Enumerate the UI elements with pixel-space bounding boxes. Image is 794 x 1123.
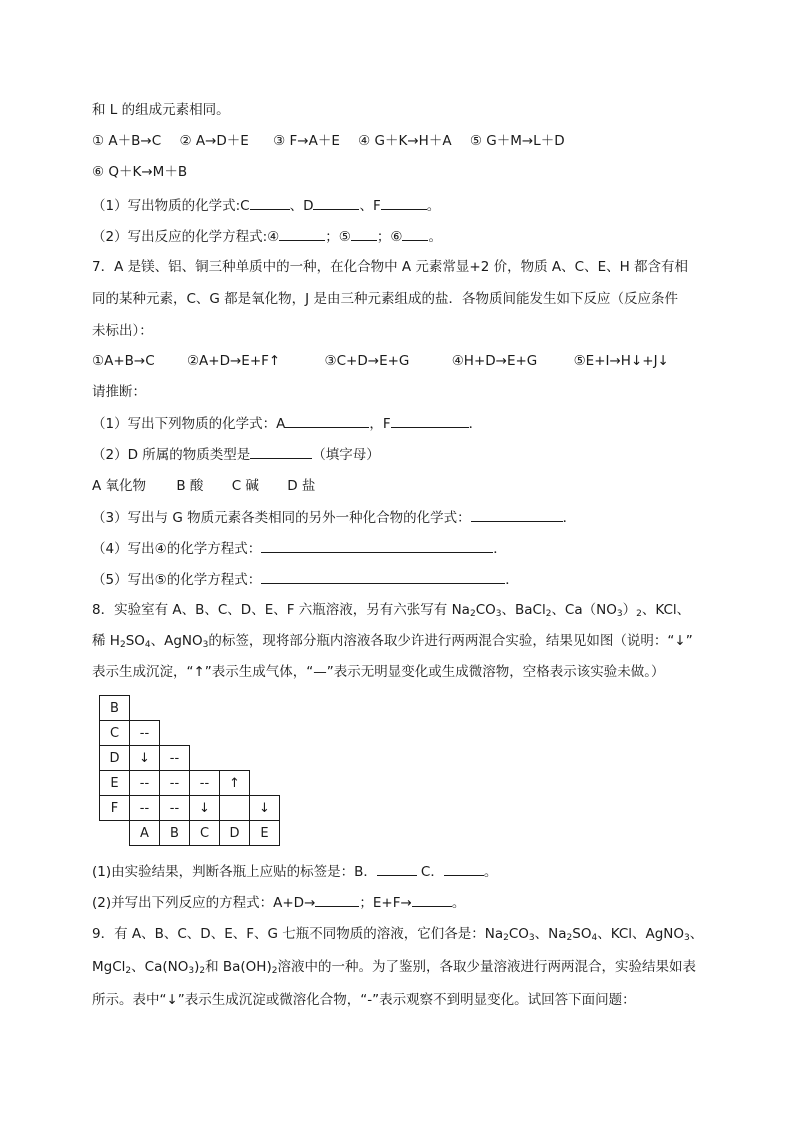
q9-text: 、KCl、AgNO: [597, 926, 685, 942]
row-header-cell: E: [100, 771, 130, 796]
q8-sub1-text: (1)由实验结果，判断各瓶上应贴的标签是：B．: [92, 864, 377, 880]
q7-sub1-text: ．: [468, 416, 483, 432]
result-cell: --: [160, 796, 190, 821]
option-a[interactable]: A 氧化物: [92, 478, 147, 494]
q8-sub2-text: ；E+F→: [359, 895, 412, 911]
subscript: 2: [566, 933, 573, 943]
subscript: 3: [188, 966, 195, 976]
q7-reactions: [92, 352, 669, 370]
q8-stem-line3: 表示生成沉淀，“↑”表示生成气体，“—”表示无明显变化或生成微溶物，空格表示该实验未做。）: [92, 664, 665, 680]
blank-cell: [190, 746, 220, 771]
q8-text: 、BaCl: [501, 602, 546, 618]
result-cell: ↑: [220, 771, 250, 796]
q9-stem-line3: 所示。表中“↓”表示生成沉淀或微溶化合物，“-”表示观察不到明显变化。试回答下面问题：: [92, 992, 636, 1008]
subscript: 3: [495, 609, 502, 619]
q7-reaction-5: ⑤E+I→H↓+J↓: [573, 353, 669, 369]
answer-blank[interactable]: [444, 862, 484, 876]
answer-blank[interactable]: [402, 227, 428, 241]
answer-blank[interactable]: [471, 508, 563, 522]
column-header-cell: D: [220, 821, 250, 846]
q9-text: SO: [572, 926, 592, 942]
subscript: 4: [591, 933, 598, 943]
q6-reaction-4: ④ G＋K→H＋A: [358, 133, 452, 149]
q7-stem-line3: 未标出）：: [92, 323, 153, 339]
q7-reaction-1: ①A+B→C: [92, 353, 155, 369]
q7-sub3-text: （3）写出与 G 物质元素各类相同的另外一种化合物的化学式：: [92, 510, 471, 526]
answer-blank[interactable]: [250, 196, 290, 210]
q7-sub4-text: ．: [493, 541, 507, 557]
q8-sub2-text: (2)并写出下列反应的方程式：A+D→: [92, 895, 316, 911]
result-cell: --: [160, 746, 190, 771]
subscript: 2: [125, 966, 132, 976]
blank-cell: [220, 746, 250, 771]
q6-sub1: [92, 196, 440, 215]
q6-reaction-5: ⑤ G＋M→L＋D: [469, 133, 565, 149]
q9-text: 、Na: [534, 926, 567, 942]
subscript: 3: [684, 933, 690, 943]
q7-reaction-2: ②A+D→E+F↑: [186, 353, 281, 369]
answer-blank[interactable]: [377, 862, 417, 876]
corner-cell: [100, 821, 130, 846]
answer-blank[interactable]: [261, 570, 505, 584]
q6-sub2-text: 。: [428, 229, 442, 245]
row-header-cell: B: [100, 696, 130, 721]
row-header-cell: F: [100, 796, 130, 821]
blank-cell: [160, 696, 190, 721]
result-cell: --: [130, 796, 160, 821]
q7-reaction-4: ④H+D→E+G: [451, 353, 538, 369]
q6-reaction-3: ③ F→A＋E: [273, 133, 340, 149]
q7-sub2-text: （填字母）: [312, 447, 380, 463]
blank-cell: [220, 696, 250, 721]
q6-sub1-text: （1）写出物质的化学式:C: [92, 198, 250, 214]
q8-sub1: [92, 862, 497, 881]
q7-sub5-text: ．: [505, 572, 519, 588]
q8-stem-line2: [92, 632, 693, 650]
option-c[interactable]: C 碱: [231, 478, 259, 494]
q6-reaction-2: ② A→D＋E: [179, 133, 249, 149]
blank-cell: [250, 696, 280, 721]
q8-sub1-text: 。: [483, 864, 498, 880]
q9-text: MgCl: [92, 959, 126, 975]
column-header-cell: C: [190, 821, 220, 846]
q7-stem-line2: 同的某种元素，C、G 都是氧化物，J 是由三种元素组成的盐．各物质间能发生如下反应（反应条件: [92, 291, 678, 307]
q7-sub5: [92, 570, 519, 589]
q8-text: 稀 H: [92, 633, 120, 649]
result-cell: --: [160, 771, 190, 796]
subscript: 3: [202, 640, 209, 650]
q7-sub4: [92, 539, 507, 558]
table-header-row: [100, 821, 280, 846]
q8-sub1-text: C．: [420, 864, 444, 880]
q6-sub1-text: 、D: [289, 198, 314, 214]
q9-text: 9．有 A、B、C、D、E、F、G 七瓶不同物质的溶液，它们各是：Na: [92, 926, 504, 942]
subscript: 2: [469, 609, 476, 619]
q7-sub3: [92, 508, 576, 527]
q9-stem-line2: [92, 958, 696, 976]
q9-text: 溶液中的一种。为了鉴别，各取少量溶液进行两两混合，实验结果如表: [277, 959, 696, 975]
subscript: 4: [144, 640, 151, 650]
q8-text: 、AgNO: [150, 633, 203, 649]
q9-text: 、Ca(NO: [131, 959, 189, 975]
result-cell: --: [130, 721, 160, 746]
q6-context: 和 L 的组成元素相同。: [92, 102, 230, 118]
answer-blank[interactable]: [261, 539, 493, 553]
table-row: [100, 746, 280, 771]
table-row: [100, 771, 280, 796]
q8-text: 的标签，现将部分瓶内溶液各取少许进行两两混合实验，结果见如图（说明：“↓”: [208, 633, 693, 649]
column-header-cell: B: [160, 821, 190, 846]
q7-infer: 请推断：: [92, 384, 146, 400]
answer-blank[interactable]: [250, 445, 312, 459]
subscript: 2: [545, 609, 552, 619]
q6-sub2-text: ；⑤: [325, 229, 351, 245]
result-cell: --: [130, 771, 160, 796]
blank-cell: [160, 721, 190, 746]
table-row: [100, 721, 280, 746]
answer-blank[interactable]: [279, 227, 325, 241]
q7-sub1: [92, 414, 482, 433]
answer-blank[interactable]: [315, 893, 359, 907]
mixing-results-table: [99, 695, 280, 846]
q9-text: CO: [508, 926, 529, 942]
q7-reaction-3: ③C+D→E+G: [324, 353, 410, 369]
result-cell: ↓: [190, 796, 220, 821]
blank-cell: [190, 696, 220, 721]
q9-text: 、: [689, 926, 704, 942]
answer-blank[interactable]: [391, 414, 469, 428]
answer-blank[interactable]: [313, 196, 359, 210]
q9-text: 和 Ba(OH): [205, 959, 272, 975]
blank-cell: [130, 696, 160, 721]
result-cell: ↓: [250, 796, 280, 821]
result-cell: [220, 796, 250, 821]
subscript: 2: [271, 966, 278, 976]
result-cell: --: [190, 771, 220, 796]
blank-cell: [250, 771, 280, 796]
option-b[interactable]: B 酸: [176, 478, 204, 494]
q6-sub2-text: ；⑥: [376, 229, 403, 245]
q7-sub3-text: ．: [562, 510, 577, 526]
blank-cell: [190, 721, 220, 746]
blank-cell: [250, 721, 280, 746]
result-cell: ↓: [130, 746, 160, 771]
q6-reactions: [92, 132, 565, 150]
subscript: 2: [636, 609, 642, 619]
subscript: 3: [528, 933, 535, 943]
q7-sub1-text: ，F: [369, 416, 391, 432]
q7-sub5-text: （5）写出⑤的化学方程式：: [92, 572, 262, 588]
column-header-cell: A: [130, 821, 160, 846]
answer-blank[interactable]: [285, 414, 369, 428]
subscript: 2: [199, 966, 206, 976]
q8-text: 、KCl、: [641, 602, 691, 618]
answer-blank[interactable]: [412, 893, 452, 907]
q6-sub2: [92, 227, 442, 246]
q8-text: 、Ca（NO: [551, 602, 617, 618]
q8-text: 8．实验室有 A、B、C、D、E、F 六瓶溶液，另有六张写有 Na: [92, 602, 470, 618]
q8-sub2-text: 。: [451, 895, 466, 911]
q7-sub4-text: （4）写出④的化学方程式：: [92, 541, 262, 557]
row-header-cell: C: [100, 721, 130, 746]
table-row: [100, 696, 280, 721]
q7-sub2: [92, 445, 380, 464]
subscript: 2: [119, 640, 126, 650]
subscript: 3: [616, 609, 623, 619]
table-row: [100, 796, 280, 821]
q7-sub1-text: （1）写出下列物质的化学式：A: [92, 416, 286, 432]
q7-stem-line1: 7．A 是镁、铝、铜三种单质中的一种，在化合物中 A 元素常显+2 价，物质 A、C、E、H 都含有相: [92, 259, 689, 275]
q9-text: ): [194, 959, 200, 975]
q6-reaction-1: ① A＋B→C: [92, 133, 162, 149]
answer-blank[interactable]: [381, 196, 427, 210]
q8-stem-line1: [92, 601, 690, 619]
q6-reaction-6: ⑥ Q＋K→M＋B: [92, 164, 188, 180]
row-header-cell: D: [100, 746, 130, 771]
q9-stem-line1: [92, 925, 703, 943]
q6-sub1-text: 。: [426, 198, 441, 214]
answer-blank[interactable]: [351, 227, 377, 241]
blank-cell: [220, 721, 250, 746]
q8-text: CO: [475, 602, 496, 618]
option-d[interactable]: D 盐: [287, 478, 316, 494]
q8-sub2: [92, 893, 465, 912]
q7-options: [92, 477, 315, 495]
subscript: 2: [503, 933, 509, 943]
column-header-cell: E: [250, 821, 280, 846]
blank-cell: [250, 746, 280, 771]
q8-text: ）: [622, 602, 637, 618]
q8-text: SO: [125, 633, 145, 649]
q7-sub2-text: （2）D 所属的物质类型是: [92, 447, 251, 463]
q6-sub2-text: （2）写出反应的化学方程式:④: [92, 229, 280, 245]
q6-sub1-text: 、F: [359, 198, 381, 214]
